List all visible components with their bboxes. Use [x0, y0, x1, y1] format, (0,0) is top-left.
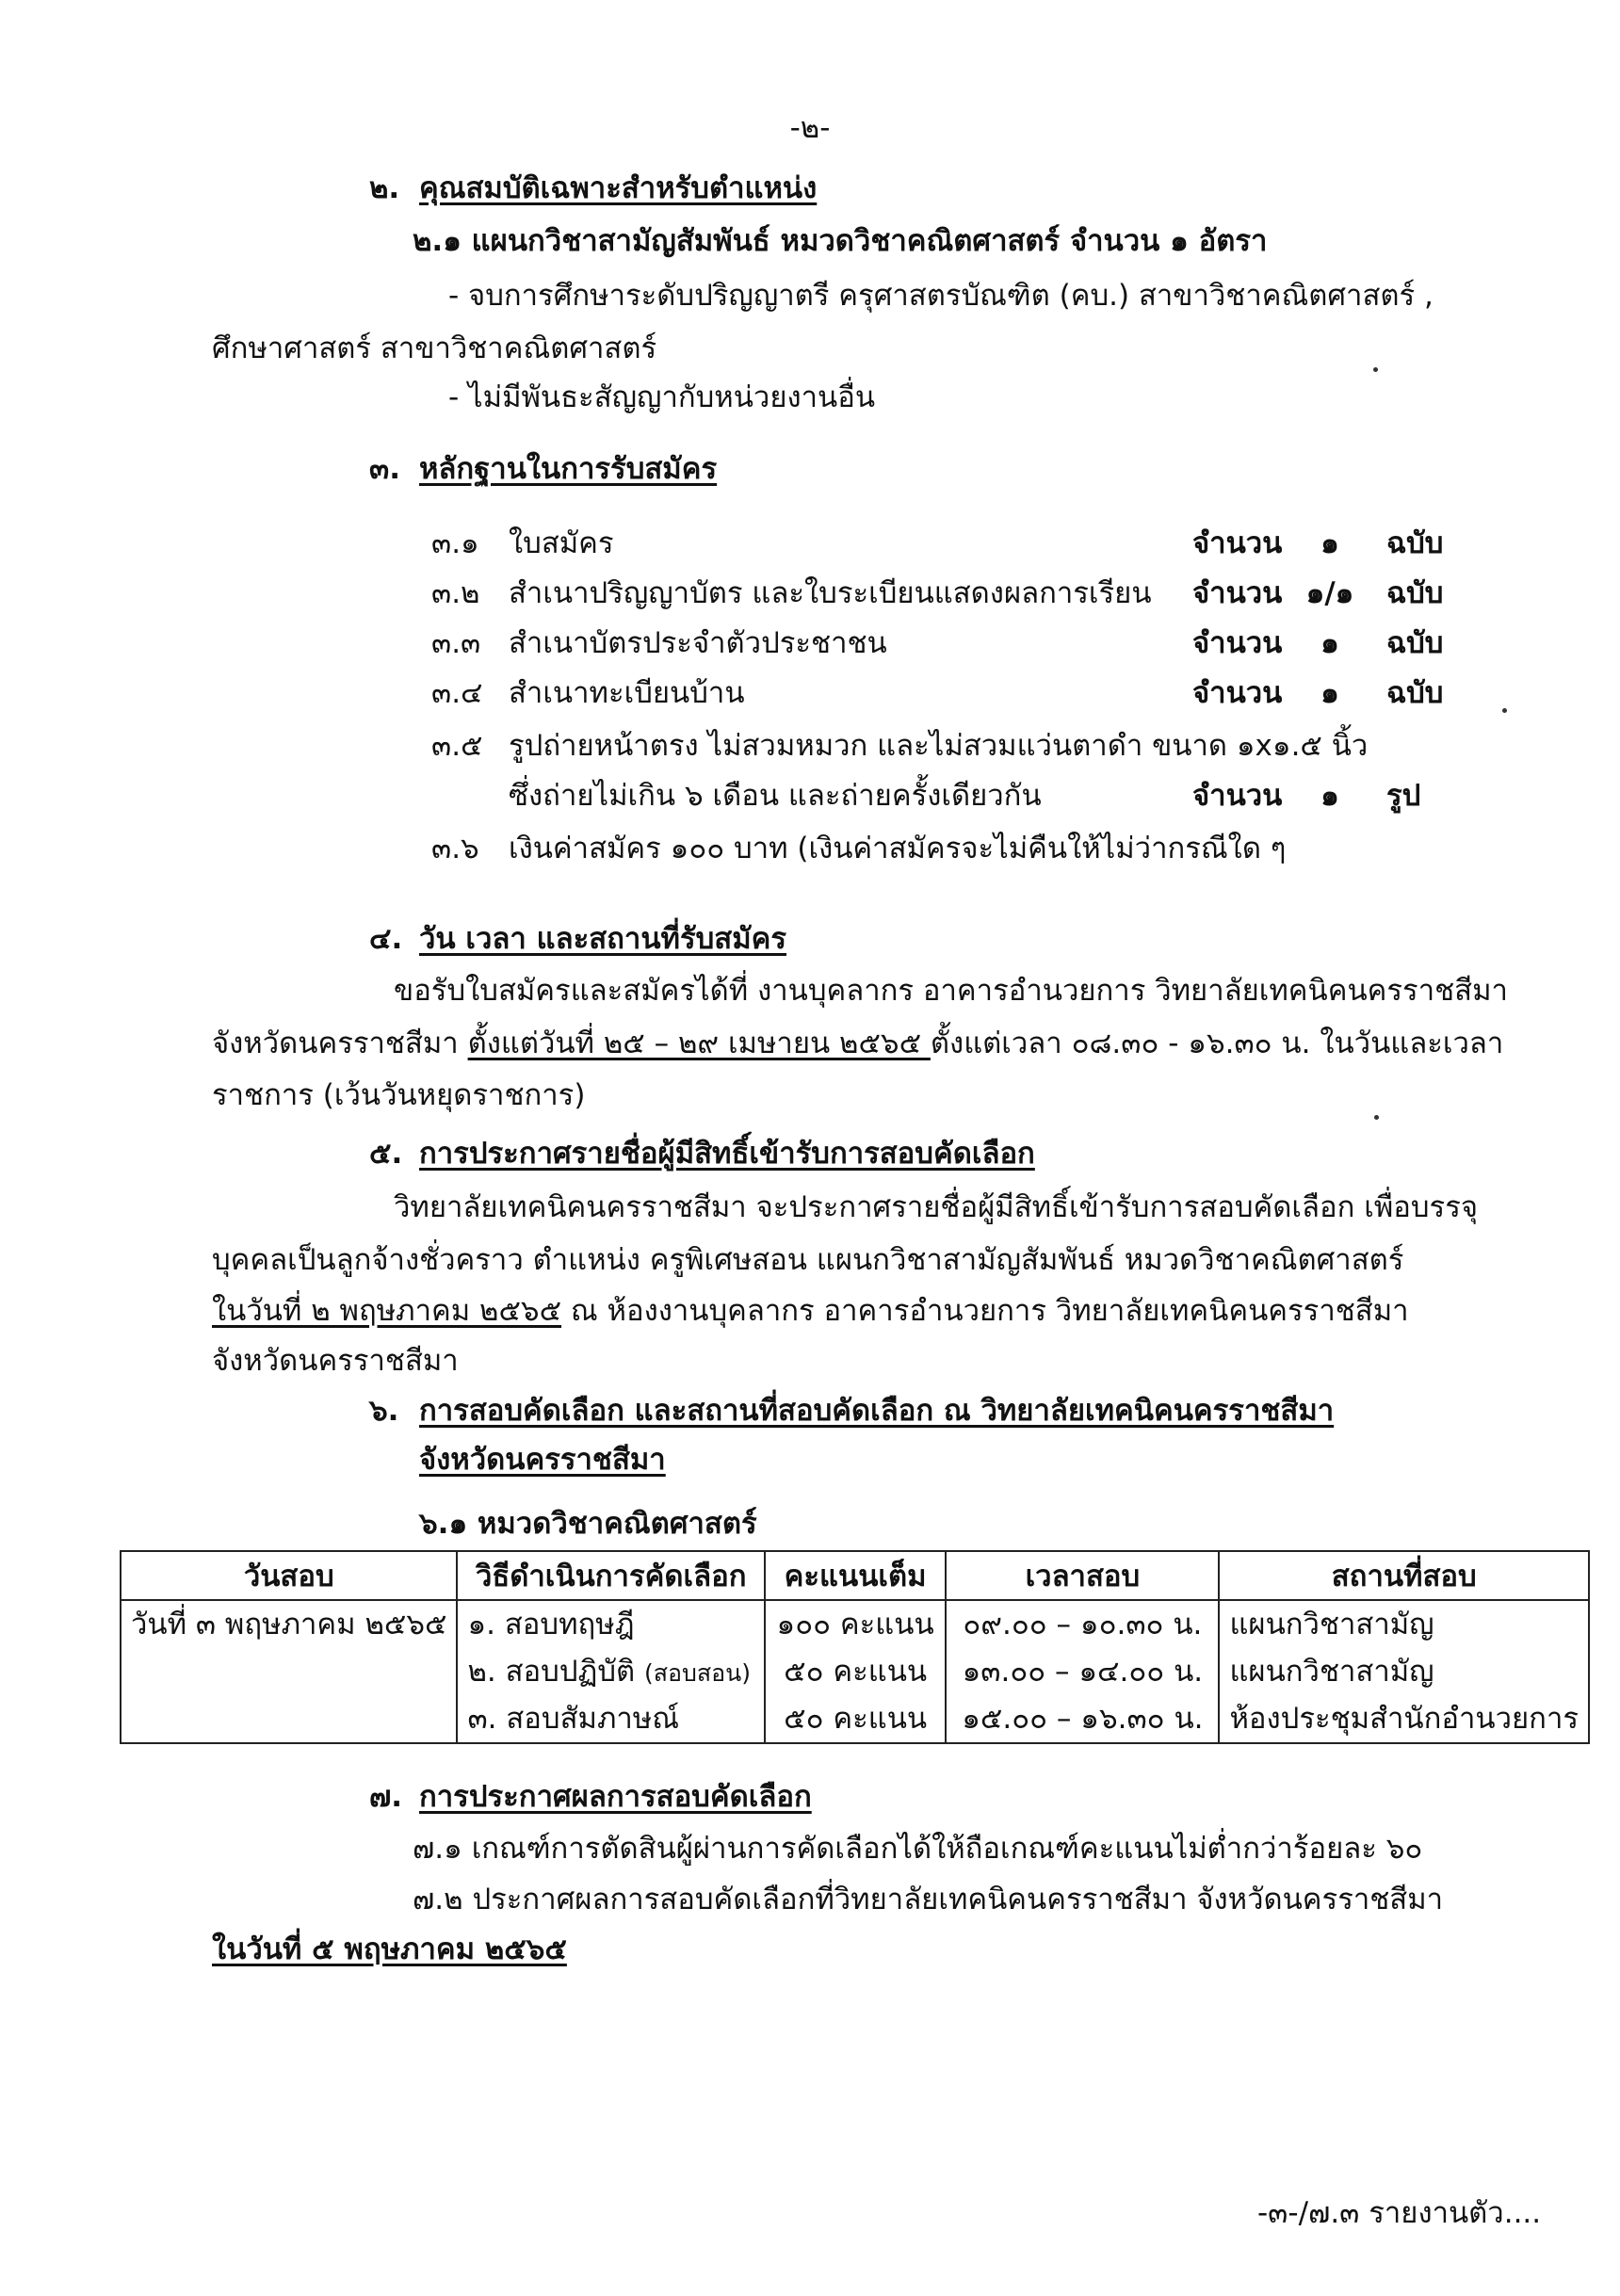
section-4-line-1: ขอรับใบสมัครและสมัครได้ที่ งานบุคลากร อาคารอำนวยการ วิทยาลัยเทคนิคนครราชสีมา: [394, 974, 1508, 1008]
section-7-line-2: ๗.๒ ประกาศผลการสอบคัดเลือกที่วิทยาลัยเทคนิคนครราชสีมา จังหวัดนครราชสีมา: [413, 1883, 1444, 1916]
section-2-number: ๒.: [369, 171, 400, 205]
section-5-heading: การประกาศรายชื่อผู้มีสิทธิ์เข้ารับการสอบคัดเลือก: [419, 1137, 1035, 1171]
section-4-line-3: ราชการ (เว้นวันหยุดราชการ): [212, 1078, 586, 1112]
section-5-line-4: จังหวัดนครราชสีมา: [212, 1344, 459, 1378]
item-quantity-label: จำนวน: [1192, 676, 1283, 710]
table-header-row: [121, 1551, 1589, 1600]
scan-speck: [1502, 708, 1507, 713]
section-4-heading: วัน เวลา และสถานที่รับสมัคร: [419, 922, 787, 956]
place-cell: [1219, 1600, 1589, 1743]
section-7-number: ๗.: [369, 1780, 403, 1814]
section-6-1-subheading: ๖.๑ หมวดวิชาคณิตศาสตร์: [419, 1507, 757, 1541]
line-text: จังหวัดนครราชสีมา: [212, 1027, 468, 1060]
item-quantity: ๑: [1320, 779, 1339, 813]
item-text: รูปถ่ายหน้าตรง ไม่สวมหมวก และไม่สวมแว่นตาดำ ขนาด ๑x๑.๕ นิ้ว: [509, 729, 1369, 763]
exam-schedule-table: [120, 1550, 1590, 1744]
method-text: ๒. สอบปฏิบัติ: [467, 1655, 636, 1689]
announcement-date: ในวันที่ ๒ พฤษภาคม ๒๕๖๕: [212, 1294, 562, 1328]
item-unit: ฉบับ: [1386, 626, 1444, 660]
item-unit: รูป: [1386, 779, 1421, 813]
section-5-line-2: บุคคลเป็นลูกจ้างชั่วคราว ตำแหน่ง ครูพิเศษสอน แผนกวิชาสามัญสัมพันธ์ หมวดวิชาคณิตศาสตร์: [212, 1243, 1404, 1277]
section-2-qualification-line-3: - ไม่มีพันธะสัญญากับหน่วยงานอื่น: [448, 380, 876, 414]
method-item: [467, 1601, 753, 1648]
line-text: ณ ห้องงานบุคลากร อาคารอำนวยการ วิทยาลัยเทคนิคนครราชสีมา: [561, 1294, 1409, 1328]
section-6-heading-line-1: การสอบคัดเลือก และสถานที่สอบคัดเลือก ณ วิทยาลัยเทคนิคนครราชสีมา: [419, 1394, 1335, 1428]
item-quantity: ๑: [1320, 626, 1339, 660]
place-item: แผนกวิชาสามัญ: [1229, 1608, 1434, 1641]
score-cell: [765, 1600, 946, 1743]
method-cell: [457, 1600, 764, 1743]
section-6-number: ๖.: [369, 1394, 399, 1428]
score-item: ๑๐๐ คะแนน: [776, 1608, 934, 1641]
item-number: ๓.๕: [431, 729, 483, 763]
exam-date: วันที่ ๓ พฤษภาคม ๒๕๖๕: [131, 1608, 447, 1641]
method-note: (สอบสอน): [644, 1659, 752, 1687]
place-item: ห้องประชุมสำนักอำนวยการ: [1229, 1702, 1579, 1736]
time-item: ๑๓.๐๐ – ๑๔.๐๐ น.: [962, 1655, 1204, 1689]
item-quantity-label: จำนวน: [1192, 779, 1283, 813]
item-number: ๓.๖: [431, 832, 479, 865]
method-text: ๑. สอบทฤษฎี: [467, 1608, 635, 1641]
score-item: ๕๐ คะแนน: [784, 1655, 928, 1689]
application-period: ตั้งแต่วันที่ ๒๕ – ๒๙ เมษายน ๒๕๖๕: [467, 1027, 931, 1060]
item-quantity-label: จำนวน: [1192, 626, 1283, 660]
place-item: แผนกวิชาสามัญ: [1229, 1655, 1434, 1689]
item-quantity: ๑: [1320, 676, 1339, 710]
page-number: -๒-: [789, 111, 831, 145]
scan-speck: [1373, 367, 1378, 372]
scan-speck: [1374, 1115, 1379, 1120]
section-7-heading: การประกาศผลการสอบคัดเลือก: [419, 1780, 812, 1814]
time-cell: [946, 1600, 1219, 1743]
section-2-1-subheading: ๒.๑ แผนกวิชาสามัญสัมพันธ์ หมวดวิชาคณิตศาสตร์ จำนวน ๑ อัตรา: [413, 224, 1268, 258]
section-4-number: ๔.: [369, 922, 403, 956]
column-header-full-score: คะแนนเต็ม: [765, 1551, 946, 1600]
line-text: ตั้งแต่เวลา ๐๘.๓๐ - ๑๖.๓๐ น. ในวันและเวลา: [930, 1027, 1504, 1060]
section-7-line-1: ๗.๑ เกณฑ์การตัดสินผู้ผ่านการคัดเลือกได้ให้ถือเกณฑ์คะแนนไม่ต่ำกว่าร้อยละ ๖๐: [413, 1832, 1423, 1866]
item-unit: ฉบับ: [1386, 676, 1444, 710]
column-header-exam-date: วันสอบ: [121, 1551, 457, 1600]
item-text: สำเนาทะเบียนบ้าน: [509, 676, 745, 710]
section-3-number: ๓.: [369, 452, 400, 486]
section-2-heading: คุณสมบัติเฉพาะสำหรับตำแหน่ง: [419, 171, 818, 205]
section-5-line-3: [212, 1292, 1409, 1330]
item-quantity: ๑/๑: [1305, 576, 1354, 610]
item-text: สำเนาบัตรประจำตัวประชาชน: [509, 626, 887, 660]
item-number: ๓.๔: [431, 676, 483, 710]
section-4-line-2: [212, 1025, 1503, 1062]
item-text-continued: ซึ่งถ่ายไม่เกิน ๖ เดือน และถ่ายครั้งเดียวกัน: [509, 779, 1042, 813]
section-2-qualification-line-2: ศึกษาศาสตร์ สาขาวิชาคณิตศาสตร์: [212, 331, 657, 365]
item-number: ๓.๑: [431, 526, 479, 560]
item-unit: ฉบับ: [1386, 576, 1444, 610]
section-5-number: ๕.: [369, 1137, 403, 1171]
item-text: ใบสมัคร: [509, 526, 614, 560]
exam-date-cell: [121, 1600, 457, 1743]
item-number: ๓.๒: [431, 576, 480, 610]
table-row: [121, 1600, 1589, 1743]
time-item: ๑๕.๐๐ – ๑๖.๓๐ น.: [962, 1702, 1204, 1736]
item-quantity-label: จำนวน: [1192, 526, 1283, 560]
method-item: [467, 1695, 753, 1742]
score-item: ๕๐ คะแนน: [784, 1702, 928, 1736]
item-quantity-label: จำนวน: [1192, 576, 1283, 610]
item-text: สำเนาปริญญาบัตร และใบระเบียนแสดงผลการเรียน: [509, 576, 1152, 610]
section-3-heading: หลักฐานในการรับสมัคร: [419, 452, 718, 486]
column-header-exam-time: เวลาสอบ: [946, 1551, 1219, 1600]
column-header-method: วิธีดำเนินการคัดเลือก: [457, 1551, 764, 1600]
item-quantity: ๑: [1320, 526, 1339, 560]
section-2-qualification-line-1: - จบการศึกษาระดับปริญญาตรี ครุศาสตรบัณฑิต (คบ.) สาขาวิชาคณิตศาสตร์ ,: [448, 279, 1434, 313]
item-text: เงินค่าสมัคร ๑๐๐ บาท (เงินค่าสมัครจะไม่คืนให้ไม่ว่ากรณีใด ๆ: [509, 832, 1287, 865]
method-text: ๓. สอบสัมภาษณ์: [467, 1702, 679, 1736]
section-6-heading-line-2: จังหวัดนครราชสีมา: [419, 1443, 666, 1477]
time-item: ๐๙.๐๐ – ๑๐.๓๐ น.: [963, 1608, 1203, 1641]
column-header-exam-place: สถานที่สอบ: [1219, 1551, 1589, 1600]
page-footer-continuation: -๓-/๗.๓ รายงานตัว....: [1257, 2196, 1542, 2230]
item-number: ๓.๓: [431, 626, 481, 660]
method-item: [467, 1648, 753, 1695]
result-announcement-date: ในวันที่ ๕ พฤษภาคม ๒๕๖๕: [212, 1932, 567, 1966]
item-unit: ฉบับ: [1386, 526, 1444, 560]
section-5-line-1: วิทยาลัยเทคนิคนครราชสีมา จะประกาศรายชื่อผู้มีสิทธิ์เข้ารับการสอบคัดเลือก เพื่อบรรจุ: [394, 1190, 1479, 1224]
